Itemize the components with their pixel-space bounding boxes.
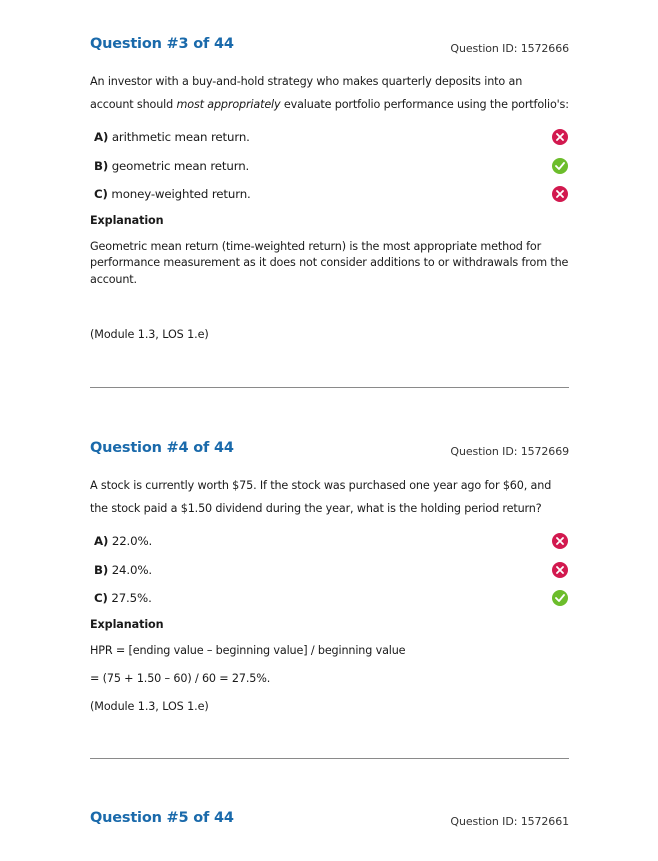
answer-text: 22.0%. (108, 534, 153, 548)
answer-text: geometric mean return. (108, 158, 250, 173)
section-divider (90, 387, 569, 388)
explanation-heading: Explanation (90, 617, 164, 631)
answer-list (90, 127, 569, 213)
explanation-text: Geometric mean return (time-weighted return) is the most appropriate method for performance measurement as it does not consider additions to or withdrawals from the account. (90, 239, 569, 286)
question-title: Question #3 of 44 (90, 36, 234, 52)
check-circle-icon (552, 590, 568, 606)
answer-letter: C) (94, 187, 108, 201)
question-id: Question ID: 1572666 (450, 42, 569, 55)
module-reference: (Module 1.3, LOS 1.e) (90, 328, 209, 341)
x-circle-icon (552, 562, 568, 578)
answer-option-b[interactable] (90, 156, 569, 185)
question-id: Question ID: 1572669 (450, 445, 569, 458)
question-text-part2: evaluate portfolio performance using the portfolio's: (280, 98, 569, 111)
module-reference: (Module 1.3, LOS 1.e) (90, 699, 209, 713)
answer-letter: B) (94, 158, 109, 173)
question-title: Question #5 of 44 (90, 810, 234, 826)
answer-text: arithmetic mean return. (108, 130, 250, 144)
answer-letter: A) (94, 130, 109, 144)
question-5 (90, 810, 569, 834)
answer-letter: B) (94, 562, 109, 577)
answer-letter: C) (94, 591, 108, 605)
x-circle-icon (552, 129, 568, 145)
answer-option-c[interactable] (90, 588, 569, 617)
answer-option-a[interactable] (90, 127, 569, 156)
section-divider (90, 758, 569, 759)
answer-text: money-weighted return. (107, 187, 251, 201)
answer-list (90, 531, 569, 617)
question-4 (90, 440, 569, 713)
explanation-heading: Explanation (90, 213, 164, 227)
question-3 (90, 36, 569, 341)
question-title: Question #4 of 44 (90, 440, 234, 456)
explanation-text: HPR = [ending value – beginning value] / beginning value (90, 643, 406, 657)
question-header (90, 36, 569, 60)
answer-option-c[interactable] (90, 184, 569, 213)
question-id: Question ID: 1572661 (450, 815, 569, 828)
x-circle-icon (552, 533, 568, 549)
check-circle-icon (552, 158, 568, 174)
question-text (90, 70, 569, 116)
answer-option-b[interactable] (90, 560, 569, 589)
question-text-part1: An investor with a buy-and-hold strategy who makes quarterly deposits into an account should (90, 75, 523, 111)
question-header (90, 440, 569, 464)
answer-option-a[interactable] (90, 531, 569, 560)
x-circle-icon (552, 186, 568, 202)
answer-letter: A) (94, 534, 109, 548)
question-text (90, 474, 569, 520)
question-text-emphasis: most appropriately (176, 98, 281, 111)
question-header (90, 810, 569, 834)
answer-text: 27.5%. (107, 591, 152, 605)
answer-text: 24.0%. (108, 562, 153, 577)
question-text-part1: A stock is currently worth $75. If the stock was purchased one year ago for $60, and the stock paid a $1.50 dividend during the year, what is the holding period return? (90, 479, 552, 515)
explanation-text: = (75 + 1.50 – 60) / 60 = 27.5%. (90, 672, 271, 685)
